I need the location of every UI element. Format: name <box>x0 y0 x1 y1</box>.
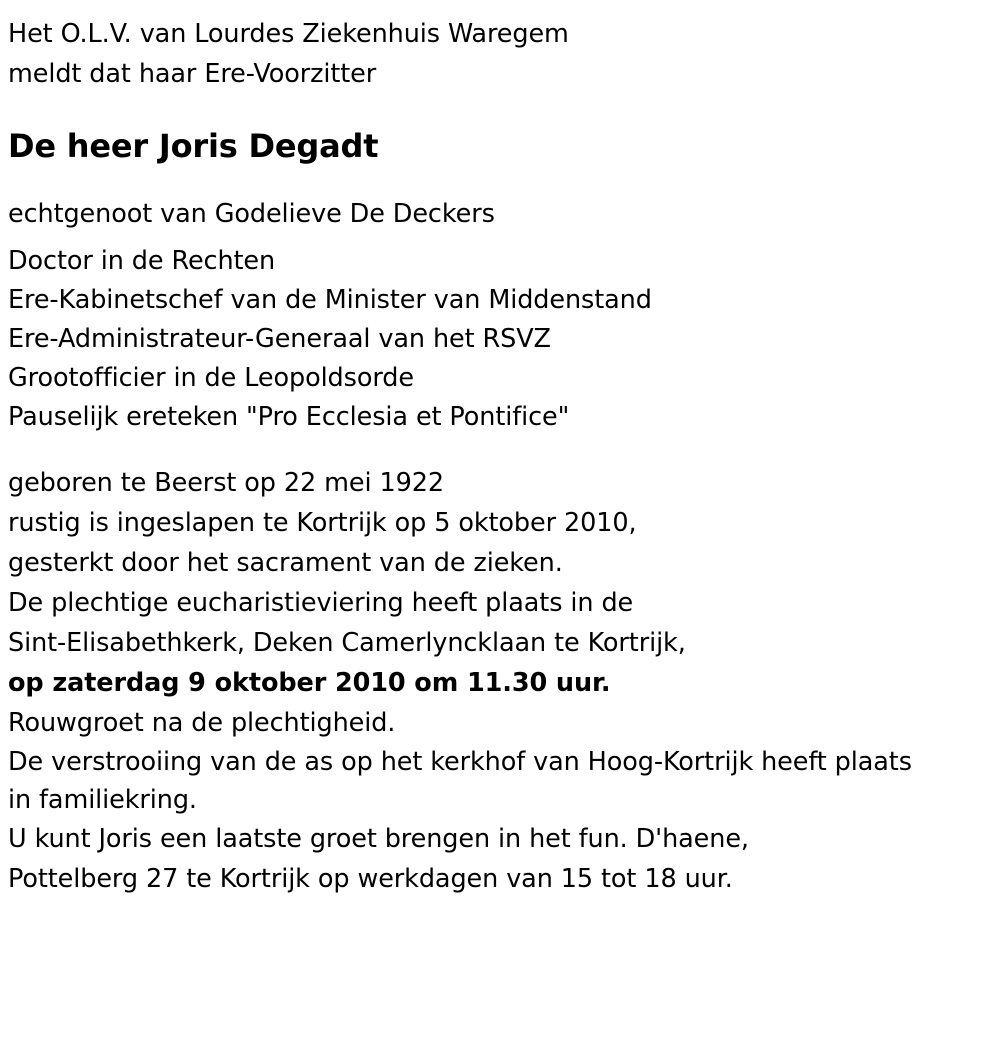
intro-block <box>8 14 982 94</box>
scattering-line-2: in familiekring. <box>8 785 197 815</box>
title-line: Ere-Administrateur-Generaal van het RSVZ <box>8 324 551 354</box>
visiting-line-1: U kunt Joris een laatste groet brengen in het fun. D'haene, <box>8 824 749 854</box>
title-line: Doctor in de Rechten <box>8 246 276 276</box>
spacer-intro-name <box>8 94 982 124</box>
intro-line-1: Het O.L.V. van Lourdes Ziekenhuis Waregem <box>8 19 569 49</box>
dates-block <box>8 463 982 583</box>
visiting-line-2: Pottelberg 27 te Kortrijk op werkdagen van 15 tot 18 uur. <box>8 864 733 894</box>
service-line-2: Sint-Elisabethkerk, Deken Camerlyncklaan te Kortrijk, <box>8 628 686 658</box>
intro-line-2: meldt dat haar Ere-Voorzitter <box>8 59 377 89</box>
scattering-line-1: De verstrooiing van de as op het kerkhof van Hoog-Kortrijk heeft plaats <box>8 747 912 777</box>
sacrament-line: gesterkt door het sacrament van de zieken. <box>8 548 563 578</box>
scattering-block <box>8 743 982 819</box>
spacer-titles-dates <box>8 437 982 463</box>
spacer-name-spouse <box>8 168 982 194</box>
titles-block <box>8 242 982 437</box>
spouse-line: echtgenoot van Godelieve De Deckers <box>8 199 495 229</box>
title-line: Grootofficier in de Leopoldsorde <box>8 363 414 393</box>
deceased-name: De heer Joris Degadt <box>8 127 379 165</box>
service-line-1: De plechtige eucharistieviering heeft plaats in de <box>8 588 634 618</box>
spacer-spouse-titles <box>8 234 982 242</box>
service-block <box>8 583 982 743</box>
birth-line: geboren te Beerst op 22 mei 1922 <box>8 468 444 498</box>
title-line: Pauselijk ereteken "Pro Ecclesia et Pontifice" <box>8 402 570 432</box>
death-line: rustig is ingeslapen te Kortrijk op 5 oktober 2010, <box>8 508 637 538</box>
service-datetime: op zaterdag 9 oktober 2010 om 11.30 uur. <box>8 668 611 698</box>
greeting-line: Rouwgroet na de plechtigheid. <box>8 708 396 738</box>
visiting-block <box>8 819 982 899</box>
title-line: Ere-Kabinetschef van de Minister van Middenstand <box>8 285 652 315</box>
